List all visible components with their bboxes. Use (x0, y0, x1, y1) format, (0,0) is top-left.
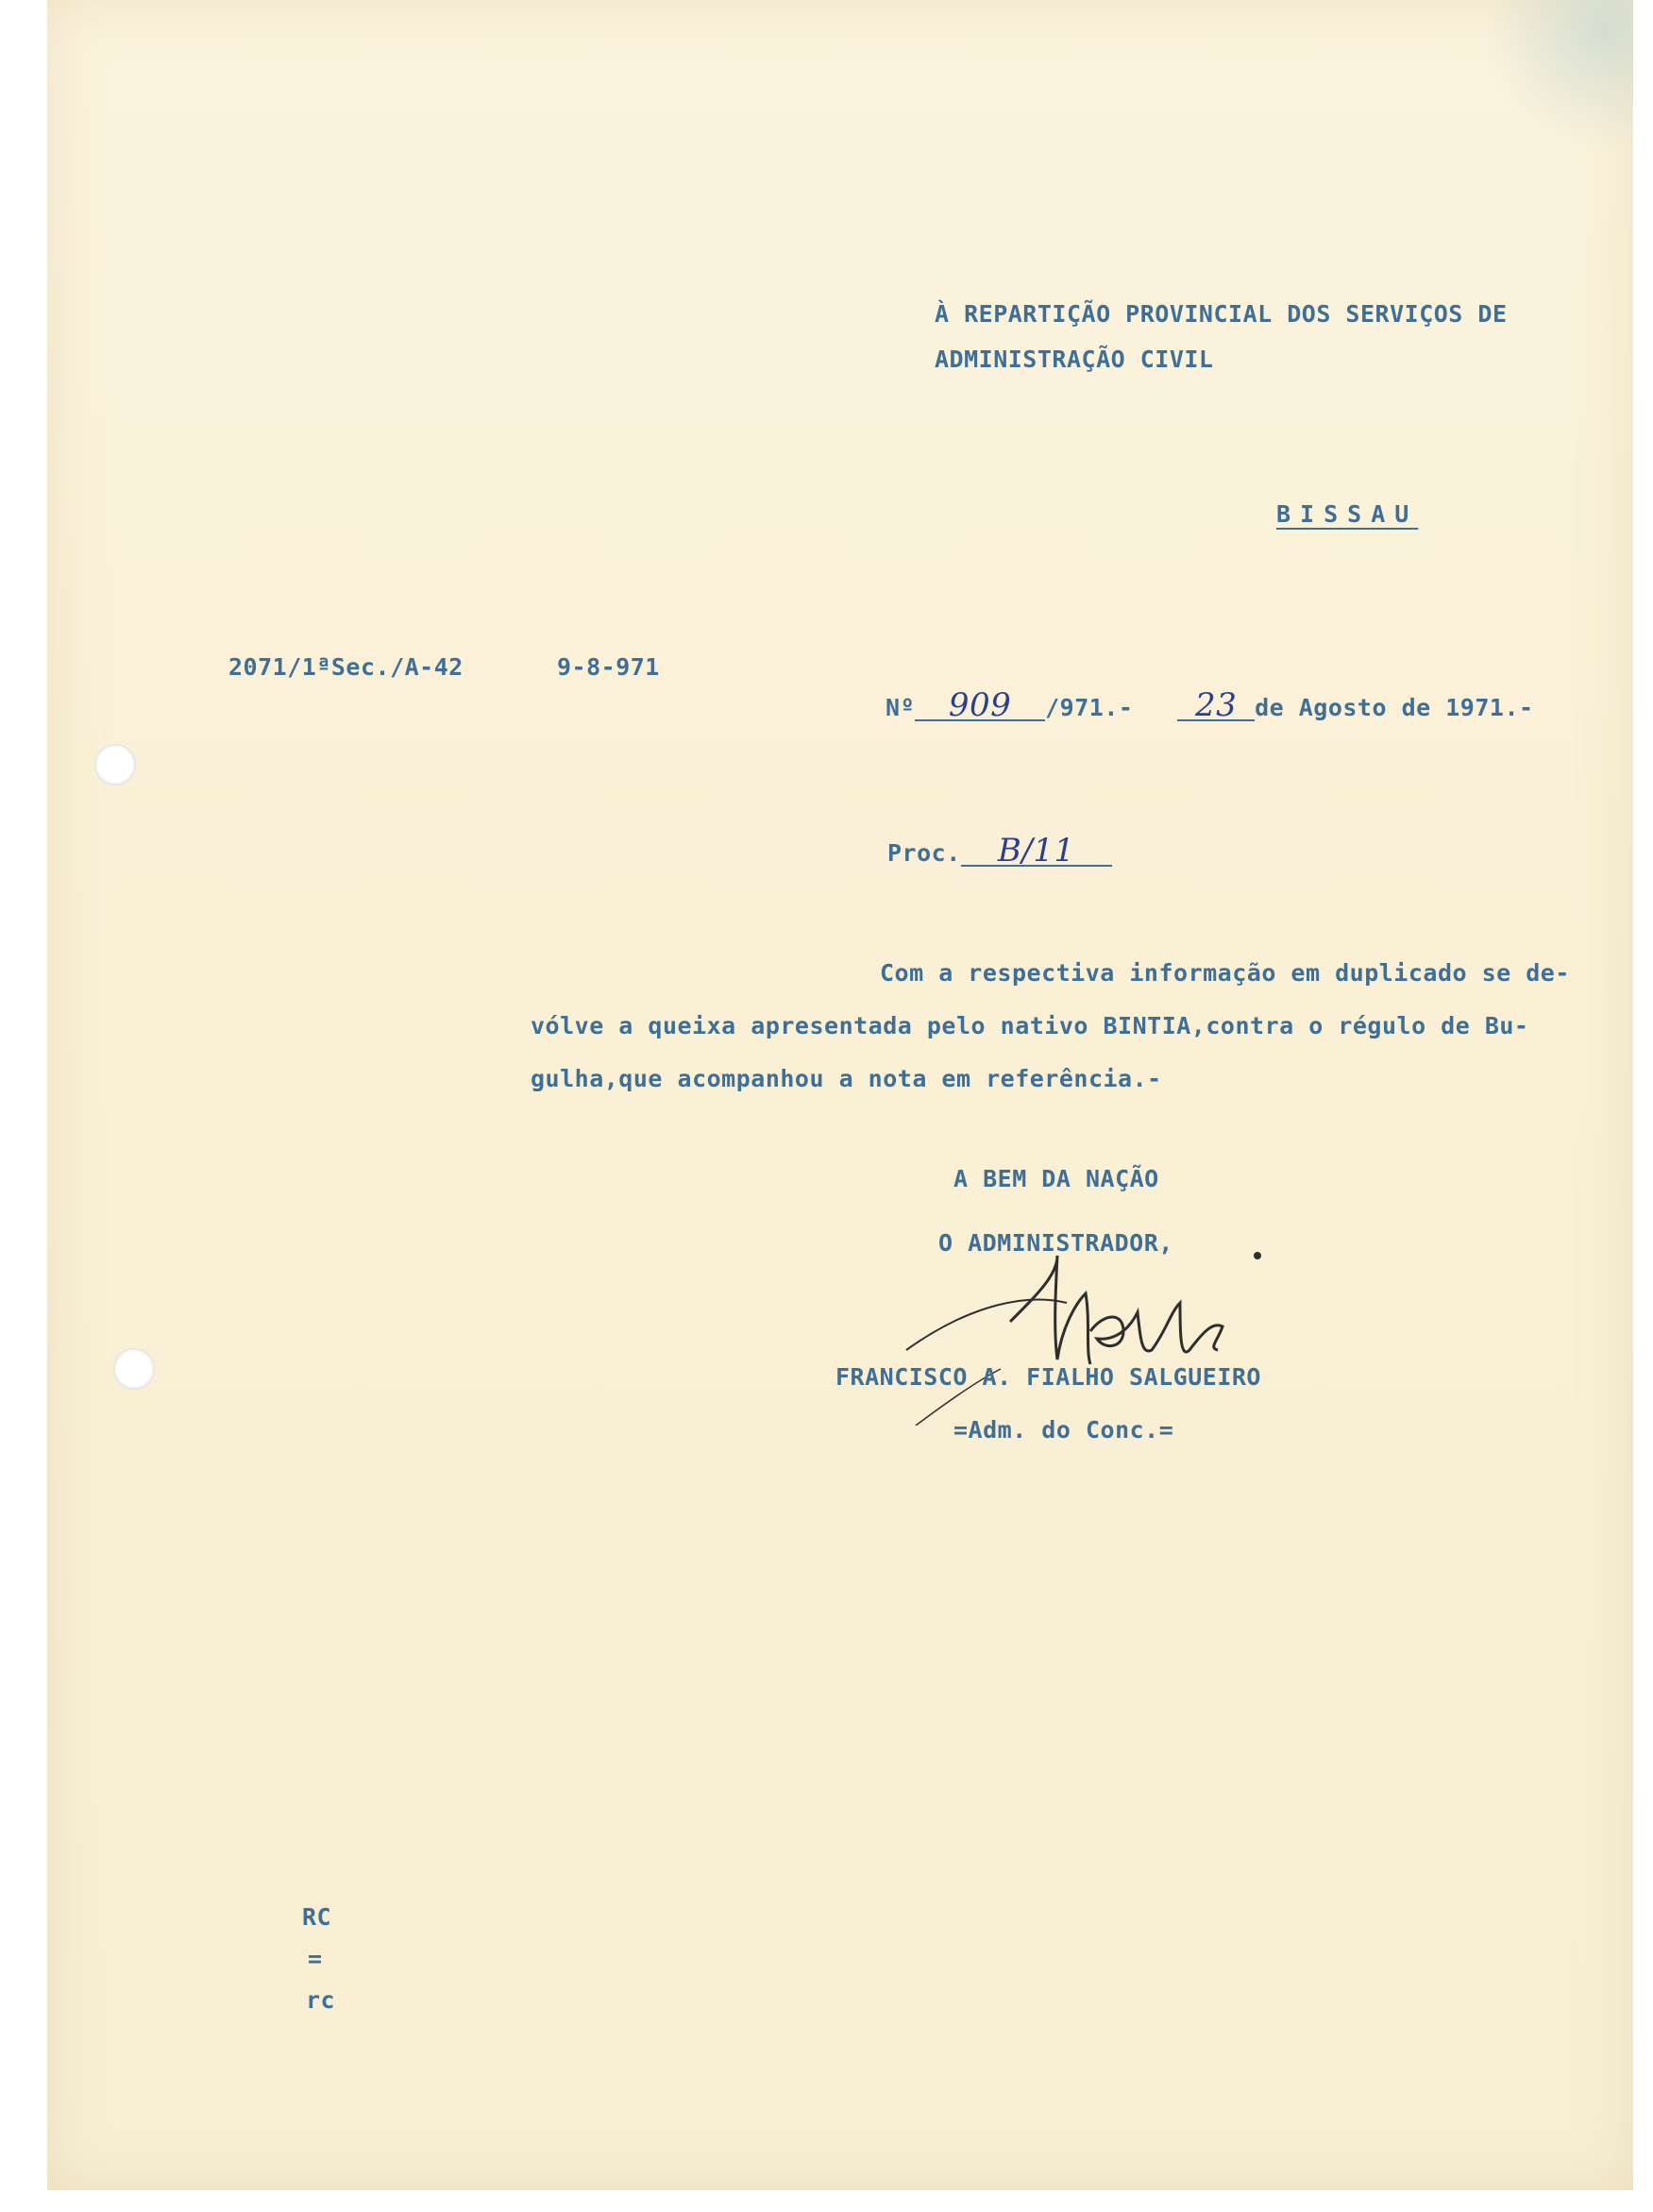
handwritten-number: 909 (915, 691, 1045, 721)
initials-line-3: rc (306, 1986, 336, 2014)
body-line-3: gulha,que acompanhou a nota em referência.- (531, 1065, 1162, 1092)
initials-line-1: RC (302, 1903, 332, 1931)
handwritten-proc: B/11 (961, 836, 1112, 867)
proc-label: Proc. (887, 839, 961, 867)
signatory-name: FRANCISCO A. FIALHO SALGUEIRO (835, 1363, 1261, 1391)
recipient-line-1: À REPARTIÇÃO PROVINCIAL DOS SERVIÇOS DE (935, 300, 1508, 328)
number-prefix: Nº (886, 694, 916, 721)
initials-line-2: = (308, 1945, 323, 1972)
signatory-position: =Adm. do Conc.= (953, 1416, 1174, 1444)
number-suffix: /971.- (1045, 694, 1134, 721)
reference-code: 2071/1ªSec./A-42 (228, 653, 464, 681)
date-rest: de Agosto de 1971.- (1255, 694, 1534, 721)
body-line-1: Com a respectiva informação em duplicado se de- (880, 959, 1570, 987)
body-line-2: vólve a queixa apresentada pelo nativo BINTIA,contra o régulo de Bu- (531, 1012, 1529, 1039)
recipient-line-2: ADMINISTRAÇÃO CIVIL (935, 346, 1214, 373)
reference-date: 9-8-971 (557, 653, 660, 681)
handwritten-day: 23 (1177, 691, 1255, 721)
handwritten-signature (897, 1237, 1293, 1426)
punch-hole-top (94, 744, 136, 785)
punch-hole-bottom (113, 1348, 155, 1390)
number-date-line (886, 686, 1534, 724)
document-page (47, 0, 1633, 2190)
proc-line (887, 832, 1112, 870)
paper-stain (1482, 0, 1633, 151)
recipient-city: BISSAU (1276, 500, 1419, 528)
closing-salutation: A BEM DA NAÇÃO (953, 1165, 1159, 1192)
closing-title: O ADMINISTRADOR, (938, 1229, 1173, 1257)
